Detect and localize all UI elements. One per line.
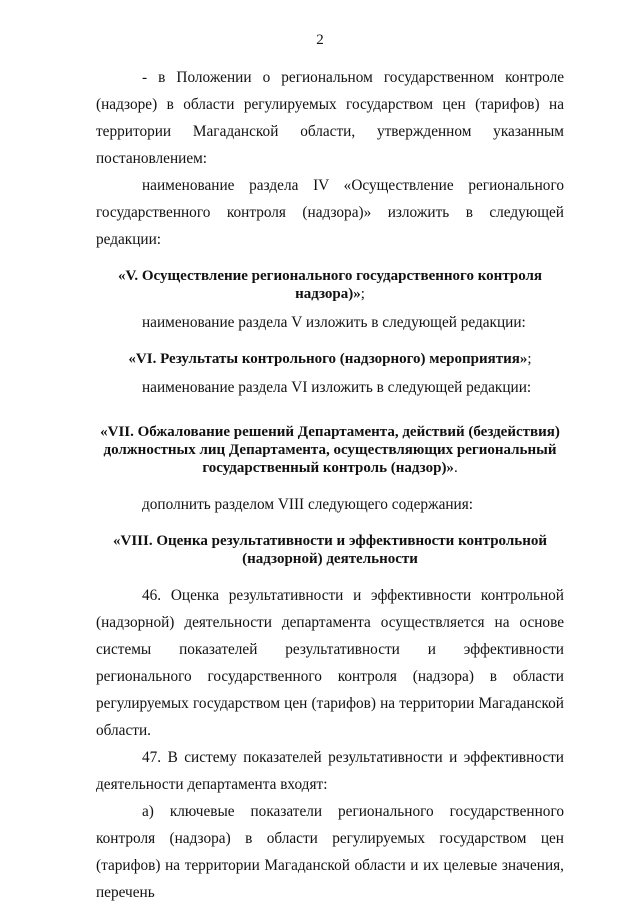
paragraph-item-47a: а) ключевые показатели регионального государственного контроля (надзора) в области регулируемых государством цен (тарифов) на территории Магаданской области и их целевые значения, перечень: [96, 803, 564, 901]
paragraph-amendment-intro: - в Положении о региональном государственном контроле (надзоре) в области регулируемых государством цен (тарифов) на территории Магаданской области, утвержденном указанным постановлением:: [96, 69, 564, 167]
heading-section-v-text: «V. Осуществление регионального государственного контроля надзора)»: [117, 268, 543, 302]
paragraph-item-47: 47. В систему показателей результативности и эффективности деятельности департамента входят:: [96, 749, 564, 793]
heading-section-vii-text: «VII. Обжалование решений Департамента, действий (бездействия) должностных лиц Департамента, осуществляющих региональный государственный контроль (надзор)»: [100, 424, 560, 476]
paragraph-section-v-rename: наименование раздела V изложить в следующей редакции:: [142, 314, 526, 331]
heading-section-vi-text: «VI. Результаты контрольного (надзорного) мероприятия»: [128, 351, 528, 367]
heading-section-vi-punct: ;: [527, 351, 532, 367]
paragraph-section-iv-rename: наименование раздела IV «Осуществление регионального государственного контроля (надзора)» изложить в следующей редакции:: [96, 177, 564, 248]
document-body: [96, 64, 564, 906]
page-number: 2: [316, 32, 324, 48]
paragraph-section-vi-rename: наименование раздела VI изложить в следующей редакции:: [142, 379, 532, 396]
paragraph-add-section-viii: дополнить разделом VIII следующего содержания:: [142, 496, 474, 513]
paragraph-item-46: 46. Оценка результативности и эффективности контрольной (надзорной) деятельности департамента осуществляется на основе системы показателей результативности и эффективности регионального государственного контроля (надзора) в области регулируемых государством цен (тарифов) на территории Магаданской области.: [96, 587, 564, 739]
heading-section-vii-punct: .: [453, 460, 458, 476]
heading-section-v: [96, 267, 564, 303]
heading-section-viii: «VIII. Оценка результативности и эффективности контрольной (надзорной) деятельности: [112, 533, 547, 567]
heading-section-vi: [96, 350, 564, 368]
heading-section-vii: [96, 423, 564, 477]
heading-section-v-punct: ;: [360, 286, 365, 302]
